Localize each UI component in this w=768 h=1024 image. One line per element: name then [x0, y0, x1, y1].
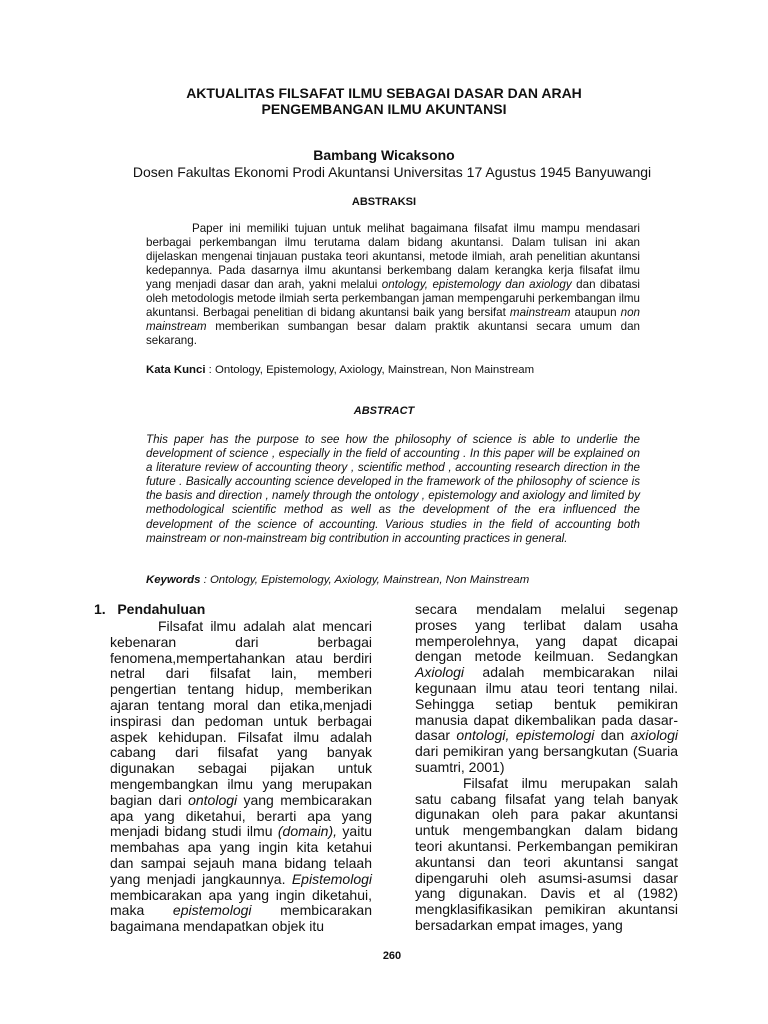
left-text-d: membicarakan apa yang ingin diketahui, maka [110, 886, 372, 919]
right-text-b-italic: ontologi, epistemologi [456, 727, 595, 744]
right-text-d: dari pemikiran yang bersangkutan (Suaria suamtri, 2001) [415, 743, 678, 775]
left-text-d-italic: epistemologi [172, 902, 252, 919]
left-text-b-italic: (domain), [277, 823, 338, 840]
left-text-a-italic: ontologi [188, 791, 238, 808]
keywords-text: : Ontology, Epistemology, Axiology, Mainstrean, Non Mainstream [200, 574, 530, 586]
abstraksi-text-2-italic: mainstream [509, 306, 571, 319]
abstract-heading: ABSTRACT [353, 405, 415, 417]
right-text-a-italic: Axiologi [415, 664, 465, 681]
kata-kunci [146, 363, 534, 377]
left-text-c: yaitu membahas apa yang ingin kita ketahui dan sampai sejauh mana bidang telaah yang menjadi jangkaunnya. [110, 823, 372, 887]
abstract-body: This paper has the purpose to see how the philosophy of science is able to underlie the development of science , especially in the field of accounting . In this paper will be explained on a literature review of accounting theory , scientific method , accounting research direction in the future . Basically accounting science developed in the framework of the philosophy of science is the basis and direction , namely through the ontology , epistemology and axiology and limited by methodological scientific method as well as the development of the era influenced the development of the science of accounting. Various studies in the field of accounting both mainstream or non-mainstream big contribution in accounting practices in general. [146, 433, 640, 545]
right-text-c-italic: axiologi [630, 727, 678, 744]
right-text-c: dan [594, 727, 631, 744]
left-column [110, 619, 372, 935]
title-line-2: PENGEMBANGAN ILMU AKUNTANSI [261, 101, 507, 117]
abstraksi-text-3-italic: non mainstream [146, 306, 640, 333]
right-text-a: secara mendalam melalui segenap proses yang terlibat dalam usaha memperolehnya, yang dapat dicapai dengan metode keilmuan. Sedangkan [415, 601, 678, 665]
section-heading-pendahuluan: 1. Pendahuluan [94, 601, 206, 617]
author-name: Bambang Wicaksono [313, 147, 455, 163]
page-number: 260 [382, 950, 402, 962]
abstraksi-text-4: memberikan sumbangan besar dalam praktik akuntansi secara umum dan sekarang. [146, 320, 640, 347]
abstraksi-text-1: Paper ini memiliki tujuan untuk melihat bagaimana filsafat ilmu mampu mendasari berbagai perkembangan ilmu terutama dalam bidang akuntansi. Dalam tulisan ini akan dijelaskan mengenai tinjauan pustaka teori akuntansi, metode ilmiah, arah penelitian akuntansi kedepannya. Pada dasarnya ilmu akuntansi berkembang dalam kerangka kerja filsafat ilmu yang menjadi dasar dan arah, yakni melalui [146, 222, 640, 291]
abstraksi-body [146, 222, 640, 348]
kata-kunci-label: Kata Kunci [146, 364, 206, 376]
kata-kunci-text: : Ontology, Epistemology, Axiology, Mainstrean, Non Mainstream [205, 364, 535, 376]
keywords-label: Keywords [146, 574, 201, 586]
keywords [146, 573, 529, 587]
right-column-paragraph-2: Filsafat ilmu merupakan salah satu cabang filsafat yang telah banyak digunakan oleh para pakar akuntansi untuk mengembangkan dalam bidang teori akuntansi. Perkembangan pemikiran akuntansi dan teori akuntansi sangat dipengaruhi oleh asumsi-asumsi dasar yang digunakan. Davis et al (1982) mengklasifikasikan pemikiran akuntansi bersadarkan empat images, yang [415, 774, 678, 933]
abstraksi-text-2: dan dibatasi oleh metodologis metode ilmiah serta perkembangan jaman mempengaruhi perkembangan ilmu akuntansi. Berbagai penelitian di bidang akuntansi baik yang bersifat [146, 278, 640, 319]
paper-title [0, 85, 768, 117]
right-column [415, 602, 678, 934]
left-text-e: membicarakan bagaimana mendapatkan objek itu [110, 902, 372, 935]
abstraksi-text-1-italic: ontology, epistemology dan axiology [381, 278, 572, 291]
author-affiliation: Dosen Fakultas Ekonomi Prodi Akuntansi Universitas 17 Agustus 1945 Banyuwangi [132, 164, 652, 180]
abstraksi-heading: ABSTRAKSI [351, 196, 417, 208]
title-line-1: AKTUALITAS FILSAFAT ILMU SEBAGAI DASAR DAN ARAH [186, 85, 582, 101]
abstraksi-text-3: ataupun [570, 306, 621, 319]
right-column-paragraph-1 [415, 602, 678, 776]
left-text-c-italic: Epistemologi [291, 870, 372, 887]
left-column-paragraph [110, 619, 372, 935]
right-text-b: adalah membicarakan nilai kegunaan ilmu atau teori tentang nilai. Sehingga setiap bentuk pemikiran manusia dapat dikembalikan pada dasar-dasar [415, 664, 678, 744]
left-text-b: yang membicarakan apa yang diketahui, berarti apa yang menjadi bidang studi ilmu [110, 791, 373, 840]
left-text-a: Filsafat ilmu adalah alat mencari kebenaran dari berbagai fenomena,mempertahankan atau berdiri netral dari filsafat lain, memberi pengertian tentang hidup, memberikan ajaran tentang moral dan etika,menjadi inspirasi dan pedoman untuk berbagai aspek kehidupan. Filsafat ilmu adalah cabang dari filsafat yang banyak digunakan sebagai pijakan untuk mengembangkan ilmu yang merupakan bagian dari [110, 618, 372, 808]
